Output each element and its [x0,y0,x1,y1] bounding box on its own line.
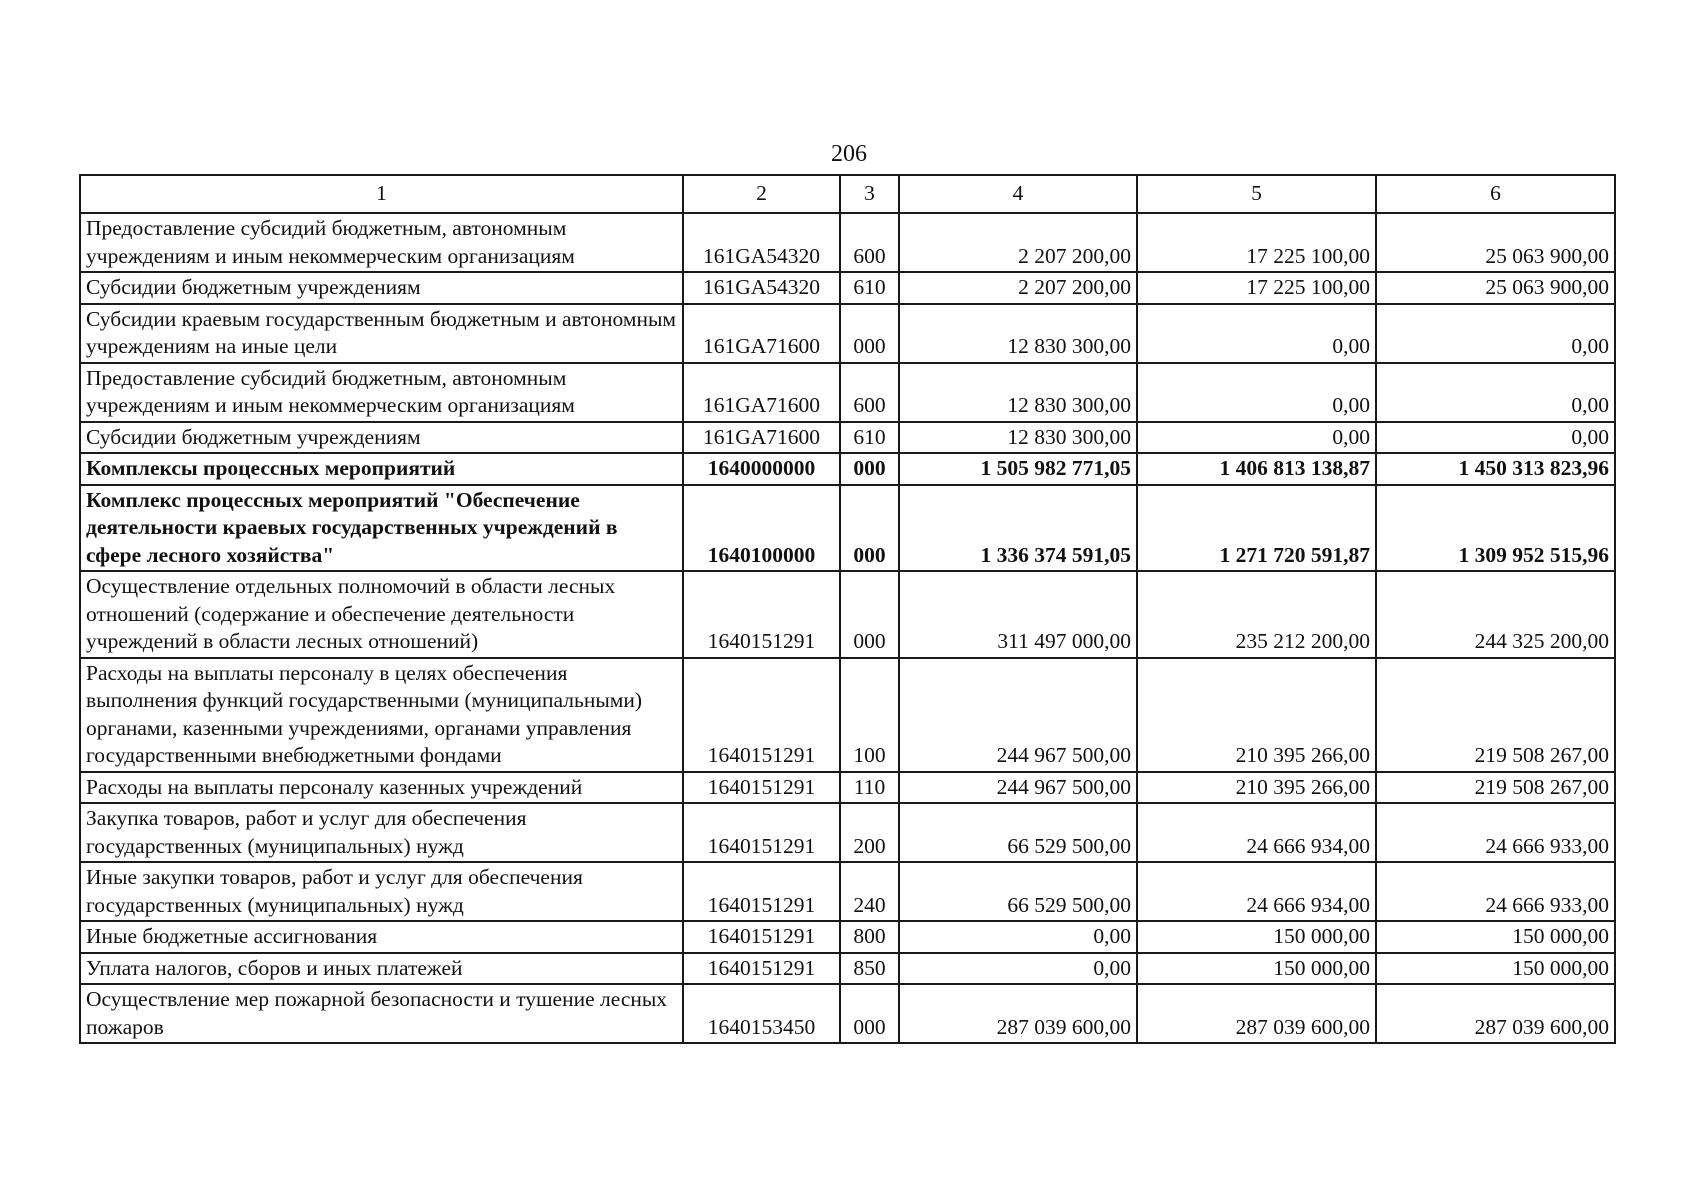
row-amount-cell: 0,00 [1376,422,1615,454]
row-amount-cell: 244 967 500,00 [899,772,1137,804]
column-header: 4 [899,175,1137,213]
table-row [80,304,1615,363]
row-amount-cell: 0,00 [1137,304,1376,363]
row-amount-cell: 2 207 200,00 [899,213,1137,272]
row-amount-cell: 66 529 500,00 [899,803,1137,862]
row-code-cell: 161GA71600 [683,304,840,363]
table-row [80,363,1615,422]
row-code-cell: 1640151291 [683,921,840,953]
row-amount-cell: 1 505 982 771,05 [899,453,1137,485]
row-type-cell: 850 [840,953,899,985]
table-header-row [80,175,1615,213]
row-amount-cell: 311 497 000,00 [899,571,1137,658]
row-amount-cell: 66 529 500,00 [899,862,1137,921]
row-name-cell: Закупка товаров, работ и услуг для обеспечения государственных (муниципальных) нужд [80,803,683,862]
row-type-cell: 000 [840,453,899,485]
column-header: 2 [683,175,840,213]
row-type-cell: 240 [840,862,899,921]
row-amount-cell: 0,00 [1137,363,1376,422]
table-row [80,921,1615,953]
row-name-cell: Уплата налогов, сборов и иных платежей [80,953,683,985]
table-row [80,453,1615,485]
row-code-cell: 1640151291 [683,862,840,921]
table-row [80,862,1615,921]
row-name-cell: Комплекс процессных мероприятий "Обеспечение деятельности краевых государственных учреждений в сфере лесного хозяйства" [80,485,683,572]
row-amount-cell: 24 666 933,00 [1376,862,1615,921]
table-row [80,213,1615,272]
row-code-cell: 1640153450 [683,984,840,1043]
table-row [80,772,1615,804]
row-amount-cell: 150 000,00 [1376,953,1615,985]
row-amount-cell: 219 508 267,00 [1376,772,1615,804]
row-name-cell: Предоставление субсидий бюджетным, автономным учреждениям и иным некоммерческим организациям [80,213,683,272]
row-amount-cell: 235 212 200,00 [1137,571,1376,658]
row-name-cell: Иные бюджетные ассигнования [80,921,683,953]
row-amount-cell: 12 830 300,00 [899,304,1137,363]
table-row [80,953,1615,985]
row-amount-cell: 244 325 200,00 [1376,571,1615,658]
column-header: 6 [1376,175,1615,213]
row-name-cell: Субсидии краевым государственным бюджетным и автономным учреждениям на иные цели [80,304,683,363]
row-amount-cell: 25 063 900,00 [1376,272,1615,304]
row-amount-cell: 17 225 100,00 [1137,272,1376,304]
row-name-cell: Осуществление отдельных полномочий в области лесных отношений (содержание и обеспечение деятельности учреждений в области лесных отношений) [80,571,683,658]
row-amount-cell: 2 207 200,00 [899,272,1137,304]
row-amount-cell: 219 508 267,00 [1376,658,1615,772]
row-amount-cell: 150 000,00 [1376,921,1615,953]
row-amount-cell: 0,00 [899,953,1137,985]
row-type-cell: 800 [840,921,899,953]
row-code-cell: 1640151291 [683,772,840,804]
row-amount-cell: 24 666 933,00 [1376,803,1615,862]
row-name-cell: Субсидии бюджетным учреждениям [80,272,683,304]
row-type-cell: 200 [840,803,899,862]
row-type-cell: 000 [840,485,899,572]
row-amount-cell: 210 395 266,00 [1137,772,1376,804]
row-amount-cell: 1 336 374 591,05 [899,485,1137,572]
row-amount-cell: 0,00 [1376,363,1615,422]
row-type-cell: 110 [840,772,899,804]
row-type-cell: 000 [840,984,899,1043]
row-code-cell: 1640151291 [683,658,840,772]
row-amount-cell: 0,00 [1137,422,1376,454]
table-row [80,571,1615,658]
table-row [80,485,1615,572]
row-amount-cell: 150 000,00 [1137,921,1376,953]
table-row [80,422,1615,454]
row-type-cell: 600 [840,213,899,272]
row-amount-cell: 210 395 266,00 [1137,658,1376,772]
column-header: 5 [1137,175,1376,213]
row-name-cell: Расходы на выплаты персоналу казенных учреждений [80,772,683,804]
budget-table [79,174,1616,1044]
row-type-cell: 100 [840,658,899,772]
row-amount-cell: 0,00 [899,921,1137,953]
row-amount-cell: 1 309 952 515,96 [1376,485,1615,572]
row-amount-cell: 244 967 500,00 [899,658,1137,772]
row-type-cell: 610 [840,422,899,454]
row-amount-cell: 287 039 600,00 [1137,984,1376,1043]
row-amount-cell: 24 666 934,00 [1137,862,1376,921]
row-amount-cell: 150 000,00 [1137,953,1376,985]
table-row [80,658,1615,772]
row-type-cell: 000 [840,304,899,363]
row-amount-cell: 1 271 720 591,87 [1137,485,1376,572]
table-row [80,272,1615,304]
row-code-cell: 1640000000 [683,453,840,485]
row-type-cell: 000 [840,571,899,658]
row-code-cell: 1640151291 [683,571,840,658]
row-amount-cell: 0,00 [1376,304,1615,363]
row-name-cell: Субсидии бюджетным учреждениям [80,422,683,454]
table-row [80,984,1615,1043]
row-amount-cell: 287 039 600,00 [1376,984,1615,1043]
row-name-cell: Иные закупки товаров, работ и услуг для обеспечения государственных (муниципальных) нужд [80,862,683,921]
row-name-cell: Осуществление мер пожарной безопасности и тушение лесных пожаров [80,984,683,1043]
row-code-cell: 1640151291 [683,953,840,985]
row-code-cell: 161GA71600 [683,422,840,454]
row-code-cell: 161GA54320 [683,213,840,272]
page-number: 206 [831,141,867,167]
row-amount-cell: 17 225 100,00 [1137,213,1376,272]
row-code-cell: 1640100000 [683,485,840,572]
row-code-cell: 1640151291 [683,803,840,862]
row-amount-cell: 24 666 934,00 [1137,803,1376,862]
row-amount-cell: 25 063 900,00 [1376,213,1615,272]
row-amount-cell: 1 406 813 138,87 [1137,453,1376,485]
row-name-cell: Предоставление субсидий бюджетным, автономным учреждениям и иным некоммерческим организациям [80,363,683,422]
row-code-cell: 161GA54320 [683,272,840,304]
row-name-cell: Комплексы процессных мероприятий [80,453,683,485]
row-amount-cell: 12 830 300,00 [899,363,1137,422]
column-header: 1 [80,175,683,213]
row-amount-cell: 287 039 600,00 [899,984,1137,1043]
row-amount-cell: 12 830 300,00 [899,422,1137,454]
row-code-cell: 161GA71600 [683,363,840,422]
row-name-cell: Расходы на выплаты персоналу в целях обеспечения выполнения функций государственными (муниципальными) органами, казенными учреждениями, органами управления государственными внебюджетными фондами [80,658,683,772]
row-amount-cell: 1 450 313 823,96 [1376,453,1615,485]
column-header: 3 [840,175,899,213]
row-type-cell: 600 [840,363,899,422]
table-row [80,803,1615,862]
row-type-cell: 610 [840,272,899,304]
